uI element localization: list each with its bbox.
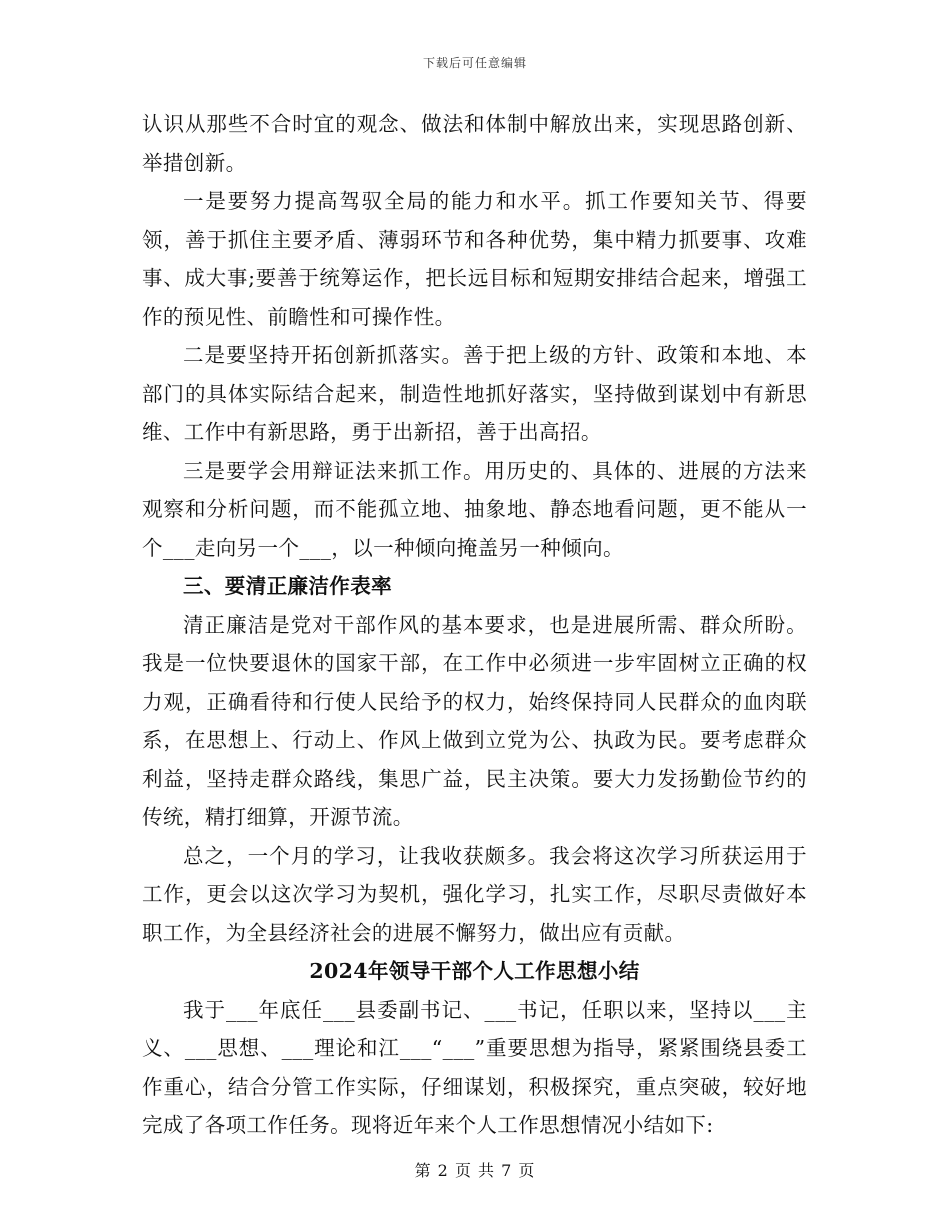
paragraph-point-one: 一是要努力提高驾驭全局的能力和水平。抓工作要知关节、得要领，善于抓住主要矛盾、薄弱环节和各种优势，集中精力抓要事、攻难事、成大事;要善于统筹运作，把长远目标和短期安排结合起来，增强工作的预见性、前瞻性和可操作性。 xyxy=(142,189,807,329)
paragraph-point-three: 三是要学会用辩证法来抓工作。用历史的、具体的、进展的方法来观察和分析问题，而不能孤立地、抽象地、静态地看问题，更不能从一个___走向另一个___，以一种倾向掩盖另一种倾向。 xyxy=(142,458,807,560)
page-header: 下载后可任意编辑 xyxy=(422,56,527,70)
paragraph-point-two: 二是要坚持开拓创新抓落实。善于把上级的方针、政策和本地、本部门的具体实际结合起来，制造性地抓好落实，坚持做到谋划中有新思维、工作中有新思路，勇于出新招，善于出高招。 xyxy=(142,343,807,444)
section-heading: 三、要清正廉洁作表率 xyxy=(183,574,392,598)
paragraph-conclusion: 总之，一个月的学习，让我收获颇多。我会将这次学习所获运用于工作，更会以这次学习为契机，强化学习，扎实工作，尽职尽责做好本职工作，为全县经济社会的进展不懈努力，做出应有贡献。 xyxy=(142,843,807,945)
document-title: 2024年领导干部个人工作思想小结 xyxy=(309,959,640,983)
paragraph-integrity: 清正廉洁是党对干部作风的基本要求，也是进展所需、群众所盼。我是一位快要退休的国家干部，在工作中必须进一步牢固树立正确的权力观，正确看待和行使人民给予的权力，始终保持同人民群众的血肉联系，在思想上、行动上、作风上做到立党为公、执政为民。要考虑群众利益，坚持走群众路线，集思广益，民主决策。要大力发扬勤俭节约的传统，精打细算，开源节流。 xyxy=(142,612,807,829)
paragraph-continuation: 认识从那些不合时宜的观念、做法和体制中解放出来，实现思路创新、举措创新。 xyxy=(142,112,807,175)
document-body xyxy=(142,105,807,1145)
page-footer: 第 2 页 共 7 页 xyxy=(414,1161,536,1180)
paragraph-intro: 我于___年底任___县委副书记、___书记，任职以来，坚持以___主义、___思想、___理论和江___“___”重要思想为指导，紧紧围绕县委工作重心，结合分管工作实际，仔细谋划，积极探究，重点突破，较好地完成了各项工作任务。现将近年来个人工作思想情况小结如下: xyxy=(142,997,807,1137)
